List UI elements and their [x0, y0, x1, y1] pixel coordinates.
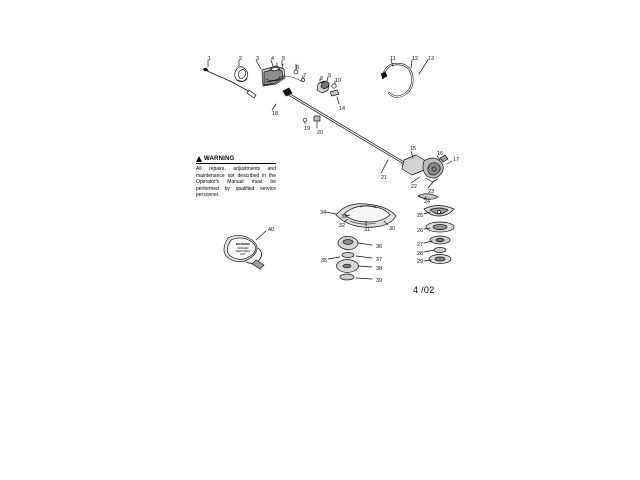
callout-1: 1	[208, 56, 212, 62]
warning-triangle-icon	[196, 156, 202, 162]
callout-27: 27	[417, 242, 424, 248]
callout-22: 22	[411, 184, 418, 190]
callout-31: 31	[364, 227, 371, 233]
callout-14: 14	[339, 106, 346, 112]
callout-16: 16	[437, 151, 444, 157]
callout-15: 15	[410, 146, 417, 152]
callout-7: 7	[303, 73, 307, 79]
callout-20: 20	[317, 130, 324, 136]
callout-21: 21	[381, 175, 388, 181]
callout-2: 2	[239, 56, 243, 62]
callout-12: 12	[412, 56, 419, 62]
date-stamp: 4 /02	[413, 285, 435, 295]
callout-33: 33	[341, 214, 348, 220]
callout-34: 34	[320, 210, 327, 216]
callout-29: 29	[417, 259, 424, 265]
warning-header	[196, 156, 276, 164]
callout-32: 32	[339, 223, 346, 229]
callout-24: 24	[424, 199, 431, 205]
callout-23: 23	[428, 189, 435, 195]
warning-notice	[196, 156, 276, 199]
callout-26: 26	[417, 228, 424, 234]
warning-title: WARNING	[204, 156, 235, 162]
callout-30: 30	[389, 226, 396, 232]
callout-17: 17	[453, 157, 460, 163]
callout-37: 37	[376, 257, 383, 263]
callout-11: 11	[390, 56, 396, 62]
callout-28: 28	[417, 251, 424, 257]
callout-25: 25	[417, 213, 424, 219]
decal-line-2: DANGER	[237, 246, 249, 250]
warning-body: All repairs, adjustments and maintenance not described in the Operator's Manual must be performed by qualified service personnel.	[196, 166, 276, 199]
callout-39: 39	[376, 278, 383, 284]
callout-8: 8	[320, 76, 324, 82]
callout-35: 35	[321, 258, 328, 264]
decal-line-3: KEEP AWAY	[235, 249, 251, 253]
callout-13: 13	[428, 56, 435, 62]
callout-19: 19	[304, 126, 311, 132]
callout-3: 3	[256, 56, 260, 62]
decal-line-4: HOT	[240, 253, 246, 257]
decal-line-1: WARNING	[235, 242, 251, 246]
callout-18: 18	[272, 111, 279, 117]
callout-36: 36	[376, 244, 383, 250]
callout-10: 10	[335, 78, 342, 84]
callout-4: 4	[271, 56, 275, 62]
callout-38: 38	[376, 266, 383, 272]
decal-label	[232, 243, 254, 256]
callout-9: 9	[328, 73, 332, 79]
callout-5: 5	[282, 56, 286, 62]
callout-40: 40	[268, 227, 275, 233]
callout-6: 6	[296, 65, 300, 71]
